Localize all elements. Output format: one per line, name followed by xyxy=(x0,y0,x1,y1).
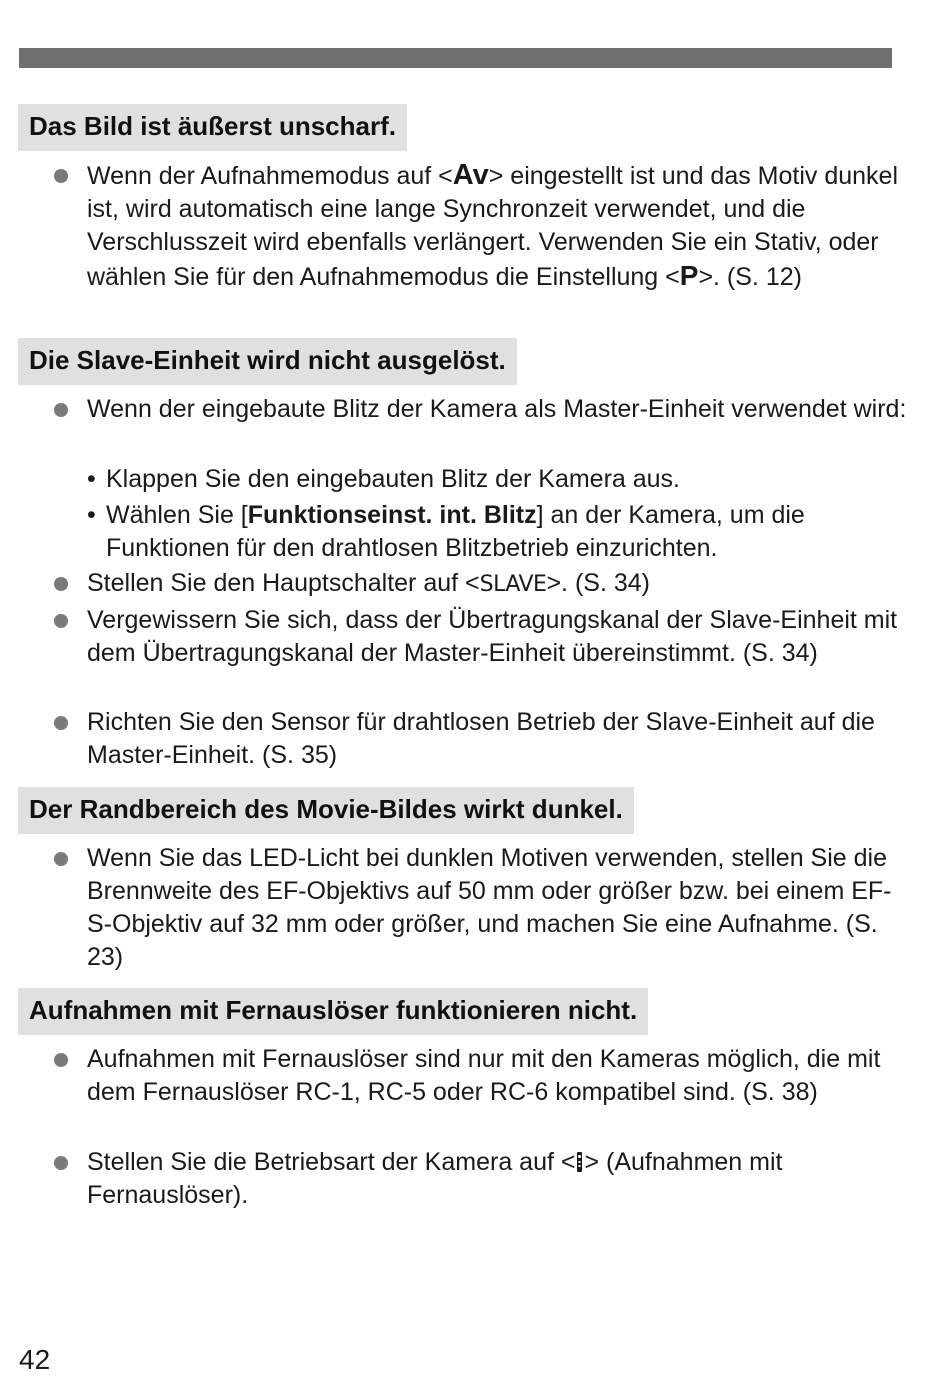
sub-item-text: Klappen Sie den eingebauten Blitz der Kamera aus. xyxy=(106,465,680,493)
list-item xyxy=(87,567,907,601)
bullet-icon xyxy=(54,1053,68,1067)
item-text-after: >. (S. 12) xyxy=(698,263,802,291)
bullet-icon xyxy=(54,614,68,628)
bullet-icon xyxy=(54,852,68,866)
bullet-icon xyxy=(54,577,68,591)
bullet-icon xyxy=(54,169,68,183)
remote-control-icon xyxy=(576,1151,583,1173)
list-item: Wenn der eingebaute Blitz der Kamera als Master-Einheit verwendet wird: xyxy=(87,395,907,423)
item-text-before: Wenn der Aufnahmemodus auf < xyxy=(87,162,453,190)
menu-item-name: Funktionseinst. int. Blitz xyxy=(247,501,537,529)
p-mode-label: P xyxy=(679,260,699,291)
slave-switch-label: SLAVE xyxy=(479,572,547,597)
list-item: Richten Sie den Sensor für drahtlosen Betrieb der Slave-Einheit auf die Master-Einheit. (S. 35) xyxy=(87,708,875,769)
list-item: Wenn Sie das LED-Licht bei dunklen Motiven verwenden, stellen Sie die Brennweite des EF-Objektivs auf 50 mm oder größer bzw. bei einem EF-S-Objektiv auf 32 mm oder größer, und machen Sie eine Aufnahme. (S. 23) xyxy=(87,844,892,971)
item-text-middle: > eingestellt ist und das Motiv dunkel ist, wird automatisch eine lange Synchronzeit verwendet, und die Verschlusszeit wird ebenfalls verlängert. Verwenden Sie ein Stativ, oder wählen Sie für den Aufnahmemodus die Einstellung < xyxy=(87,162,899,291)
item-text-after: > (Aufnahmen mit Fernauslöser). xyxy=(87,1148,783,1209)
page-number: 42 xyxy=(19,1344,51,1375)
list-item xyxy=(87,159,907,294)
list-item: Aufnahmen mit Fernauslöser sind nur mit den Kameras möglich, die mit dem Fernauslöser RC-1, RC-5 oder RC-6 kompatibel sind. (S. 38) xyxy=(87,1045,881,1106)
list-item: Vergewissern Sie sich, dass der Übertragungskanal der Slave-Einheit mit dem Übertragungskanal der Master-Einheit übereinstimmt. (S. 34) xyxy=(87,606,898,667)
list-item xyxy=(87,1146,907,1212)
sub-item-text-after: ] an der Kamera, um die Funktionen für den drahtlosen Blitzbetrieb einzurichten. xyxy=(106,501,805,562)
av-mode-label: Av xyxy=(452,159,489,191)
sub-list-item xyxy=(87,499,907,565)
item-text-before: Stellen Sie die Betriebsart der Kamera auf < xyxy=(87,1148,576,1176)
bullet-icon xyxy=(54,1156,68,1170)
section-heading-dark-movie-edges: Der Randbereich des Movie-Bildes wirkt dunkel. xyxy=(18,787,634,834)
sub-item-text-before: Wählen Sie [ xyxy=(106,501,248,529)
item-text-after: >. (S. 34) xyxy=(546,569,650,597)
section-heading-blurry-image: Das Bild ist äußerst unscharf. xyxy=(18,104,407,151)
top-rule-bar xyxy=(19,48,892,68)
section-heading-slave-not-firing: Die Slave-Einheit wird nicht ausgelöst. xyxy=(18,338,517,385)
sub-bullet-marker: • xyxy=(87,465,96,493)
sub-list-item xyxy=(87,463,907,496)
bullet-icon xyxy=(54,403,68,417)
bullet-icon xyxy=(54,716,68,730)
sub-bullet-marker: • xyxy=(87,501,96,529)
section-heading-remote-not-working: Aufnahmen mit Fernauslöser funktionieren nicht. xyxy=(18,988,648,1035)
item-text-before: Stellen Sie den Hauptschalter auf < xyxy=(87,569,480,597)
